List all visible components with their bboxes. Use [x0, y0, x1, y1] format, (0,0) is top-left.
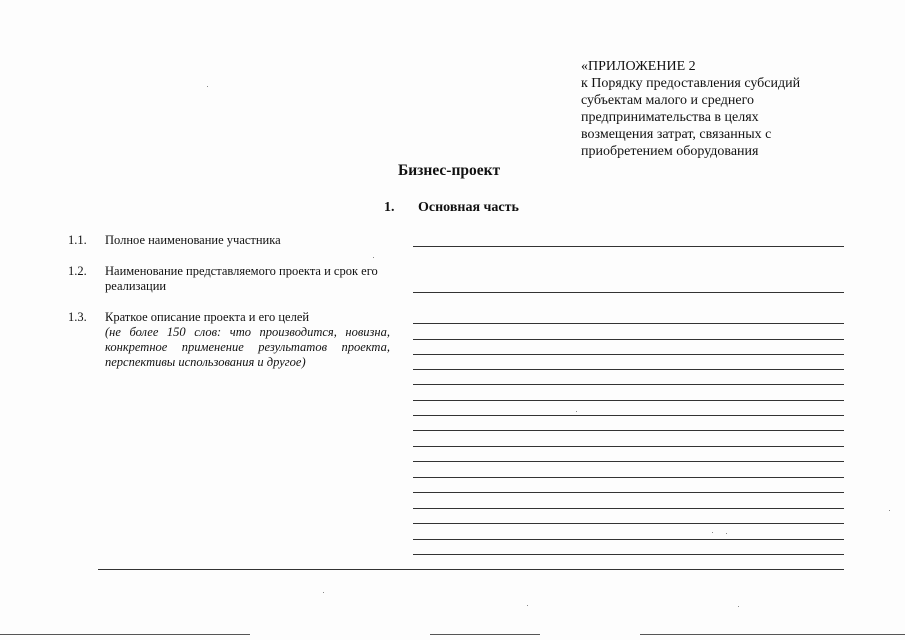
section-number: 1.	[384, 200, 395, 215]
answer-line-1-3[interactable]	[413, 339, 844, 340]
answer-line-1-3[interactable]	[413, 539, 844, 540]
answer-line-1-1[interactable]	[413, 246, 844, 247]
answer-line-1-3[interactable]	[413, 508, 844, 509]
scan-speck	[527, 605, 528, 606]
bottom-divider	[98, 569, 844, 570]
scan-speck	[738, 606, 739, 607]
answer-line-1-3[interactable]	[413, 400, 844, 401]
scan-speck	[373, 257, 374, 258]
item-number: 1.2.	[68, 264, 87, 278]
item-number: 1.1.	[68, 233, 87, 247]
section-heading	[384, 200, 519, 216]
document-title: Бизнес-проект	[398, 162, 501, 179]
answer-line-1-3[interactable]	[413, 461, 844, 462]
scan-speck	[323, 592, 324, 593]
answer-line-1-3[interactable]	[413, 477, 844, 478]
section-title: Основная часть	[418, 200, 519, 215]
appendix-line-2: к Порядку предоставления субсидий	[581, 76, 801, 91]
answer-line-1-3[interactable]	[413, 415, 844, 416]
item-label: Наименование представляемого проекта и срок его реализации	[105, 264, 378, 293]
item-hint: (не более 150 слов: что производится, новизна, конкретное применение результатов проекта, перспективы использования и другое)	[105, 325, 390, 369]
scan-speck	[712, 532, 713, 533]
scan-speck	[576, 411, 577, 412]
appendix-line-1: «ПРИЛОЖЕНИЕ 2	[581, 59, 696, 74]
item-label: Полное наименование участника	[105, 233, 281, 247]
appendix-line-4: предпринимательства в целях	[581, 110, 759, 125]
scan-speck	[207, 86, 208, 87]
answer-line-1-3[interactable]	[413, 492, 844, 493]
scan-edge-line	[430, 634, 540, 635]
appendix-line-5: возмещения затрат, связанных с	[581, 127, 772, 142]
item-label: Краткое описание проекта и его целей	[105, 310, 310, 324]
scan-speck	[889, 510, 890, 511]
appendix-line-3: субъектам малого и среднего	[581, 93, 754, 108]
answer-line-1-3[interactable]	[413, 446, 844, 447]
answer-line-1-3[interactable]	[413, 354, 844, 355]
scan-edge-line	[0, 634, 250, 635]
appendix-line-6: приобретением оборудования	[581, 144, 759, 159]
scan-speck	[726, 533, 727, 534]
scan-edge-line	[640, 634, 905, 635]
appendix-header	[581, 58, 831, 160]
item-number: 1.3.	[68, 310, 87, 324]
answer-line-1-2[interactable]	[413, 292, 844, 293]
answer-line-1-3[interactable]	[413, 554, 844, 555]
answer-line-1-3[interactable]	[413, 430, 844, 431]
answer-line-1-3[interactable]	[413, 369, 844, 370]
answer-line-1-3[interactable]	[413, 384, 844, 385]
answer-line-1-3[interactable]	[413, 523, 844, 524]
answer-line-1-3[interactable]	[413, 323, 844, 324]
